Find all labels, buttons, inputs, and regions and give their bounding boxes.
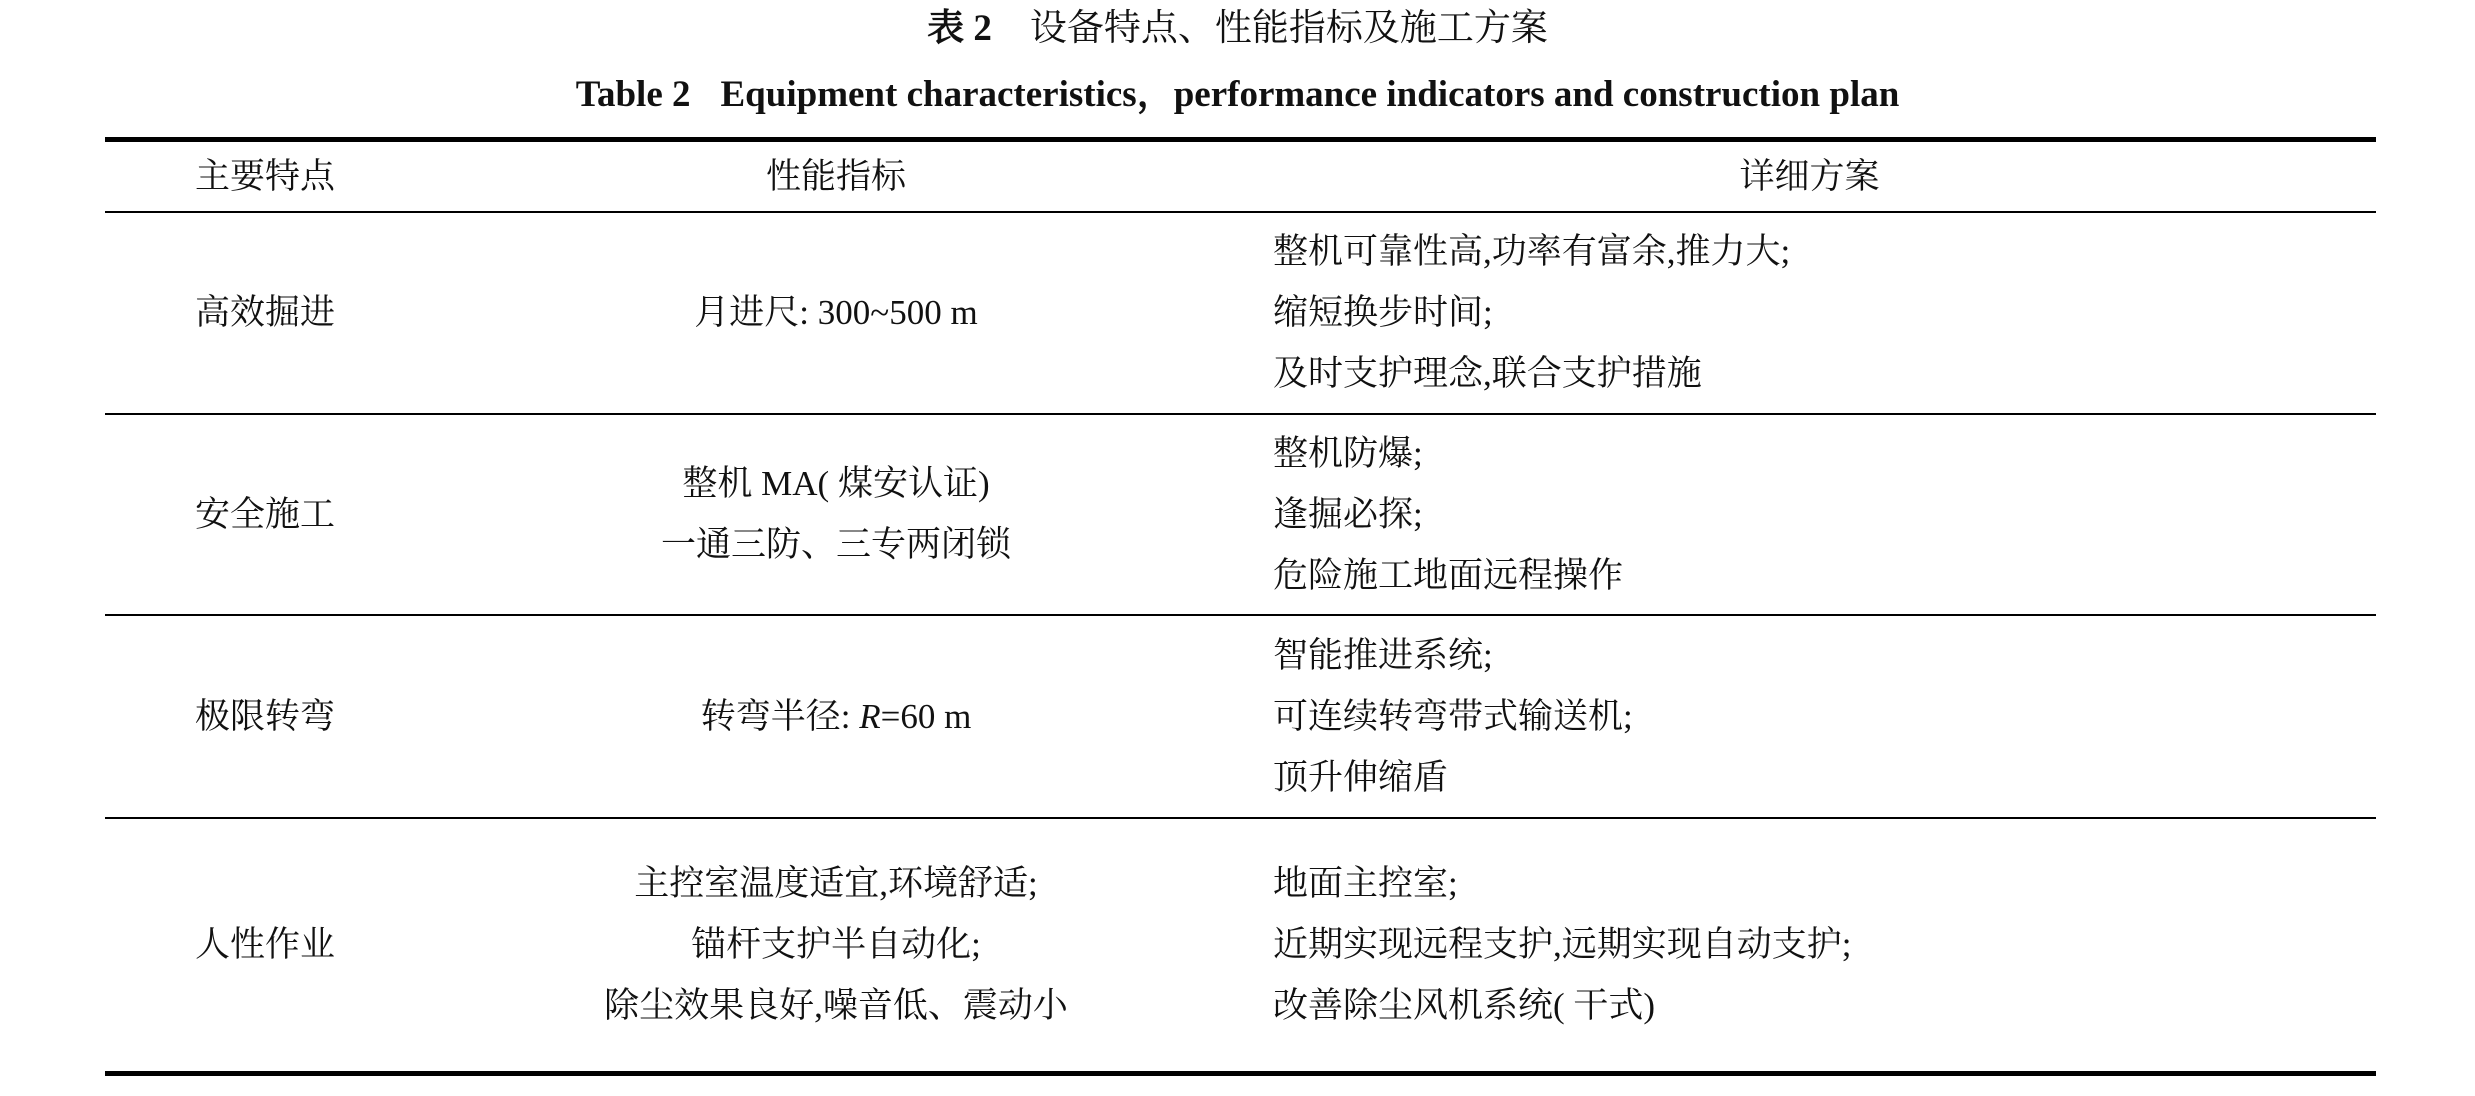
- performance-line: [429, 686, 1243, 747]
- plan-cell: [1243, 615, 2376, 818]
- plan-line: 智能推进系统;: [1273, 635, 1493, 675]
- table-caption-english: Equipment characteristics，performance indicators and construction plan: [720, 74, 1900, 115]
- plan-line: 危险施工地面远程操作: [1273, 555, 1624, 595]
- table-row: [105, 414, 2376, 615]
- header-main-features: 主要特点: [105, 140, 429, 212]
- performance-line: 主控室温度适宜,环境舒适;: [634, 864, 1038, 904]
- formula-suffix: =60 m: [880, 696, 972, 736]
- performance-line: 除尘效果良好,噪音低、震动小: [604, 986, 1068, 1026]
- performance-line: 锚杆支护半自动化;: [691, 925, 981, 965]
- formula-prefix: 转弯半径:: [700, 696, 860, 736]
- feature-label: 安全施工: [195, 494, 336, 534]
- plan-cell: [1243, 818, 2376, 1074]
- table-caption-chinese: 设备特点、性能指标及施工方案: [1029, 8, 1548, 49]
- plan-line: 可连续转弯带式输送机;: [1273, 696, 1633, 736]
- table-row: [105, 615, 2376, 818]
- table-label-chinese: 表 2: [927, 8, 992, 49]
- performance-cell: [429, 818, 1243, 1074]
- header-detailed-plan: 详细方案: [1243, 140, 2376, 212]
- equipment-table: [105, 137, 2376, 1076]
- performance-line: 一通三防、三专两闭锁: [660, 525, 1011, 564]
- performance-line: 整机 MA( 煤安认证): [682, 464, 990, 503]
- table-row: [105, 818, 2376, 1074]
- plan-line: 地面主控室;: [1273, 864, 1458, 904]
- plan-line: 整机防爆;: [1273, 433, 1423, 473]
- plan-line: 及时支护理念,联合支护措施: [1273, 354, 1702, 393]
- feature-label: 人性作业: [195, 925, 336, 965]
- feature-cell: [105, 615, 429, 818]
- plan-line: 逢掘必探;: [1273, 494, 1423, 534]
- performance-cell: [429, 212, 1243, 414]
- performance-cell: [429, 414, 1243, 615]
- plan-line: 整机可靠性高,功率有富余,推力大;: [1273, 232, 1791, 271]
- plan-line: 改善除尘风机系统( 干式): [1273, 986, 1656, 1026]
- table-row: [105, 212, 2376, 414]
- feature-cell: [105, 818, 429, 1074]
- feature-cell: [105, 212, 429, 414]
- plan-line: 近期实现远程支护,远期实现自动支护;: [1273, 925, 1852, 965]
- feature-label: 极限转弯: [195, 696, 336, 736]
- plan-line: 缩短换步时间;: [1273, 293, 1493, 332]
- plan-line: 顶升伸缩盾: [1273, 757, 1449, 797]
- table-label-english: Table 2: [575, 74, 691, 115]
- feature-cell: [105, 414, 429, 615]
- plan-cell: [1243, 414, 2376, 615]
- table-title-english: [0, 70, 2475, 120]
- table-header-row: [105, 140, 2376, 212]
- performance-line: 月进尺: 300~500 m: [694, 293, 978, 332]
- header-performance-indicators: 性能指标: [429, 140, 1243, 212]
- formula-variable: R: [859, 696, 881, 736]
- table-title-chinese: [0, 4, 2475, 54]
- plan-cell: [1243, 212, 2376, 414]
- performance-cell: [429, 615, 1243, 818]
- feature-label: 高效掘进: [195, 293, 336, 332]
